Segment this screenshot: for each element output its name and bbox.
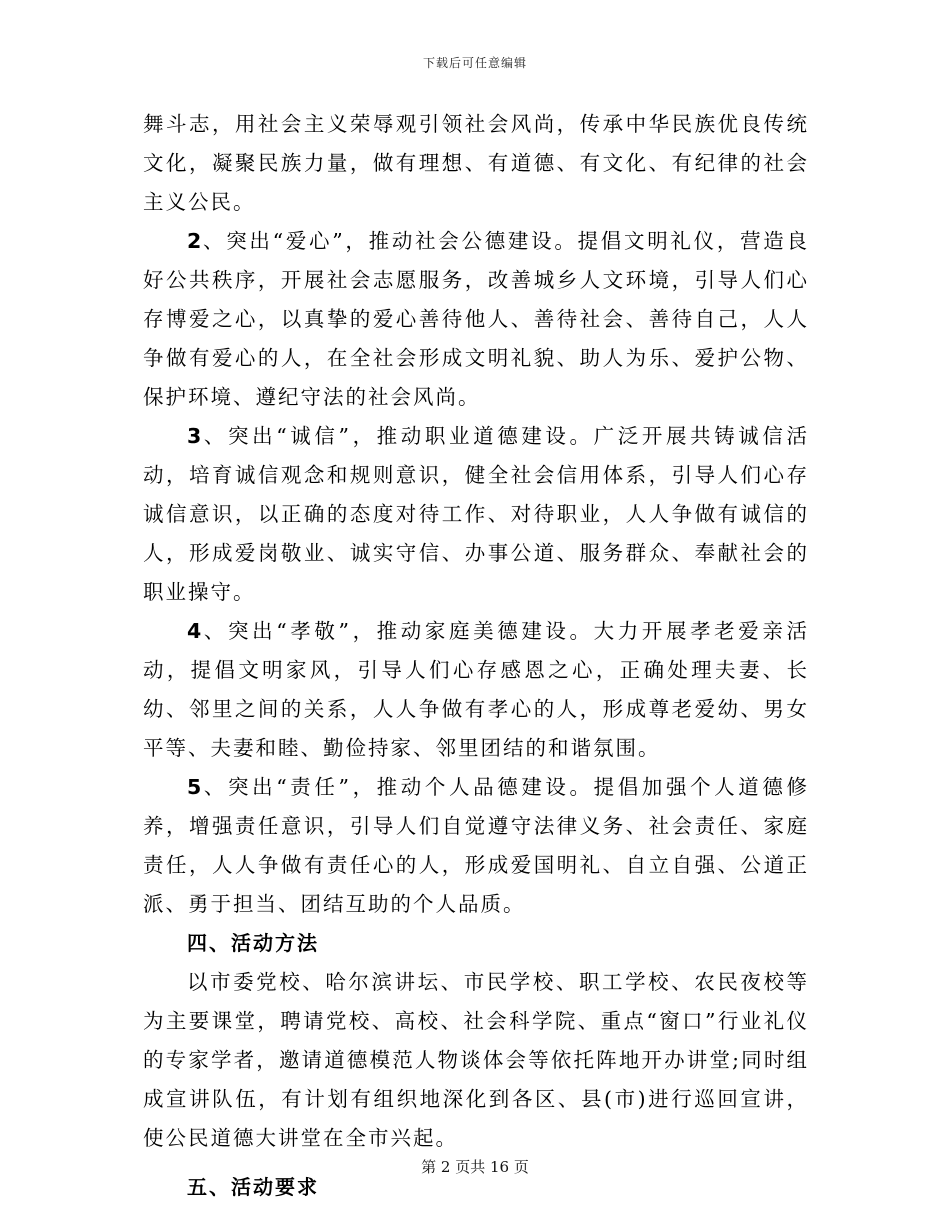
paragraph-text: 、突出“诚信”，推动职业道德建设。广泛开展共铸诚信活动，培育诚信观念和规则意识，健全社会信用体系，引导人们心存诚信意识，以正确的态度对待工作、对待职业，人人争做有诚信的人，形成爱岗敬业、诚实守信、办事公道、服务群众、奉献社会的职业操守。	[143, 424, 809, 604]
page-header: 下载后可任意编辑	[422, 56, 527, 70]
item-number: 5	[187, 775, 203, 799]
paragraph-item-5	[143, 768, 809, 924]
paragraph-text: 、突出“孝敬”，推动家庭美德建设。大力开展孝老爱亲活动，提倡文明家风，引导人们心存感恩之心，正确处理夫妻、长幼、邻里之间的关系，人人争做有孝心的人，形成尊老爱幼、男女平等、夫妻和睦、勤俭持家、邻里团结的和谐氛围。	[143, 619, 809, 760]
page-number-footer: 第 2 页共 16 页	[421, 1158, 529, 1176]
paragraph-text: 、突出“爱心”，推动社会公德建设。提倡文明礼仪，营造良好公共秩序，开展社会志愿服务，改善城乡人文环境，引导人们心存博爱之心，以真挚的爱心善待他人、善待社会、善待自己，人人争做有爱心的人，在全社会形成文明礼貌、助人为乐、爱护公物、保护环境、遵纪守法的社会风尚。	[143, 229, 809, 409]
paragraph-text: 、突出“责任”，推动个人品德建设。提倡加强个人道德修养，增强责任意识，引导人们自觉遵守法律义务、社会责任、家庭责任，人人争做有责任心的人，形成爱国明礼、自立自强、公道正派、勇于担当、团结互助的个人品质。	[143, 775, 809, 916]
section-heading-requirements: 五、活动要求	[187, 1175, 319, 1199]
item-number: 3	[187, 424, 203, 448]
paragraph-methods: 以市委党校、哈尔滨讲坛、市民学校、职工学校、农民夜校等为主要课堂，聘请党校、高校、社会科学院、重点“窗口”行业礼仪的专家学者，邀请道德模范人物谈体会等依托阵地开办讲堂;同时组成宣讲队伍，有计划有组织地深化到各区、县(市)进行巡回宣讲，使公民道德大讲堂在全市兴起。	[143, 970, 809, 1150]
item-number: 2	[187, 229, 203, 253]
section-heading-methods: 四、活动方法	[187, 931, 319, 955]
document-body	[143, 105, 809, 1207]
paragraph-item-2	[143, 222, 809, 417]
paragraph-item-3	[143, 417, 809, 612]
paragraph-item-4	[143, 612, 809, 768]
item-number: 4	[187, 619, 203, 643]
paragraph-continuation: 舞斗志，用社会主义荣辱观引领社会风尚，传承中华民族优良传统文化，凝聚民族力量，做有理想、有道德、有文化、有纪律的社会主义公民。	[143, 112, 809, 214]
